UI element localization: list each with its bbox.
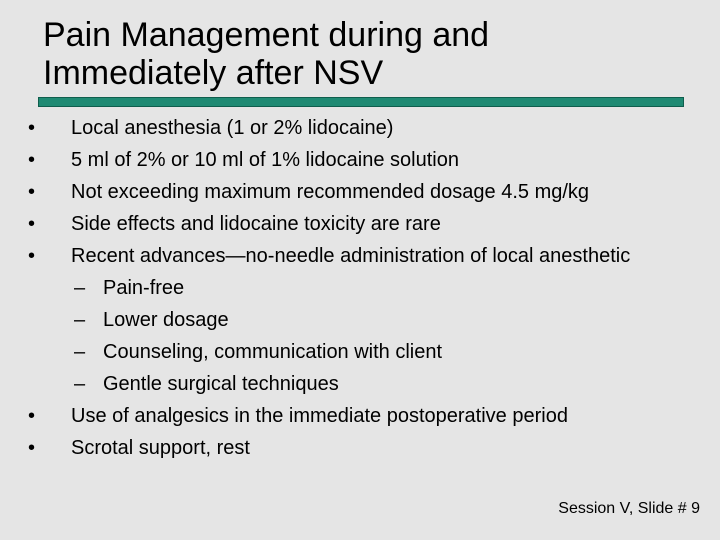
slide-footer: Session V, Slide # 9 <box>558 500 700 517</box>
sub-bullet-marker: – <box>74 309 86 331</box>
bullet-item <box>0 208 720 240</box>
bullet-marker: • <box>28 213 36 235</box>
bullet-item <box>0 432 720 464</box>
bullet-text: Scrotal support, rest <box>71 437 250 459</box>
sub-bullet-text: Counseling, communication with client <box>103 341 443 363</box>
bullet-marker: • <box>28 181 36 203</box>
sub-bullet-item <box>0 368 720 400</box>
bullet-text: Use of analgesics in the immediate postoperative period <box>71 405 568 427</box>
bullet-item <box>0 112 720 144</box>
sub-bullet-marker: – <box>74 373 86 395</box>
bullet-list <box>0 112 720 464</box>
sub-bullet-text: Lower dosage <box>103 309 229 331</box>
sub-bullet-item <box>0 272 720 304</box>
slide-title-line-1: Pain Management during and <box>43 16 490 54</box>
sub-bullet-text: Gentle surgical techniques <box>103 373 339 395</box>
bullet-marker: • <box>28 437 36 459</box>
bullet-item <box>0 240 720 272</box>
bullet-item <box>0 176 720 208</box>
bullet-text: Side effects and lidocaine toxicity are rare <box>71 213 441 235</box>
bullet-marker: • <box>28 405 36 427</box>
bullet-item <box>0 400 720 432</box>
bullet-marker: • <box>28 245 36 267</box>
slide-title <box>43 16 683 92</box>
slide-title-line-2: Immediately after NSV <box>43 54 384 92</box>
sub-bullet-marker: – <box>74 341 86 363</box>
sub-bullet-item <box>0 304 720 336</box>
bullet-marker: • <box>28 117 36 139</box>
bullet-marker: • <box>28 149 36 171</box>
bullet-item <box>0 144 720 176</box>
sub-bullet-marker: – <box>74 277 86 299</box>
sub-bullet-item <box>0 336 720 368</box>
bullet-text: Not exceeding maximum recommended dosage 4.5 mg/kg <box>71 181 590 203</box>
bullet-text: Local anesthesia (1 or 2% lidocaine) <box>71 117 394 139</box>
bullet-text: Recent advances—no-needle administration of local anesthetic <box>71 245 631 267</box>
sub-bullet-text: Pain-free <box>103 277 185 299</box>
title-underline-bar <box>38 97 684 107</box>
bullet-text: 5 ml of 2% or 10 ml of 1% lidocaine solution <box>71 149 459 171</box>
